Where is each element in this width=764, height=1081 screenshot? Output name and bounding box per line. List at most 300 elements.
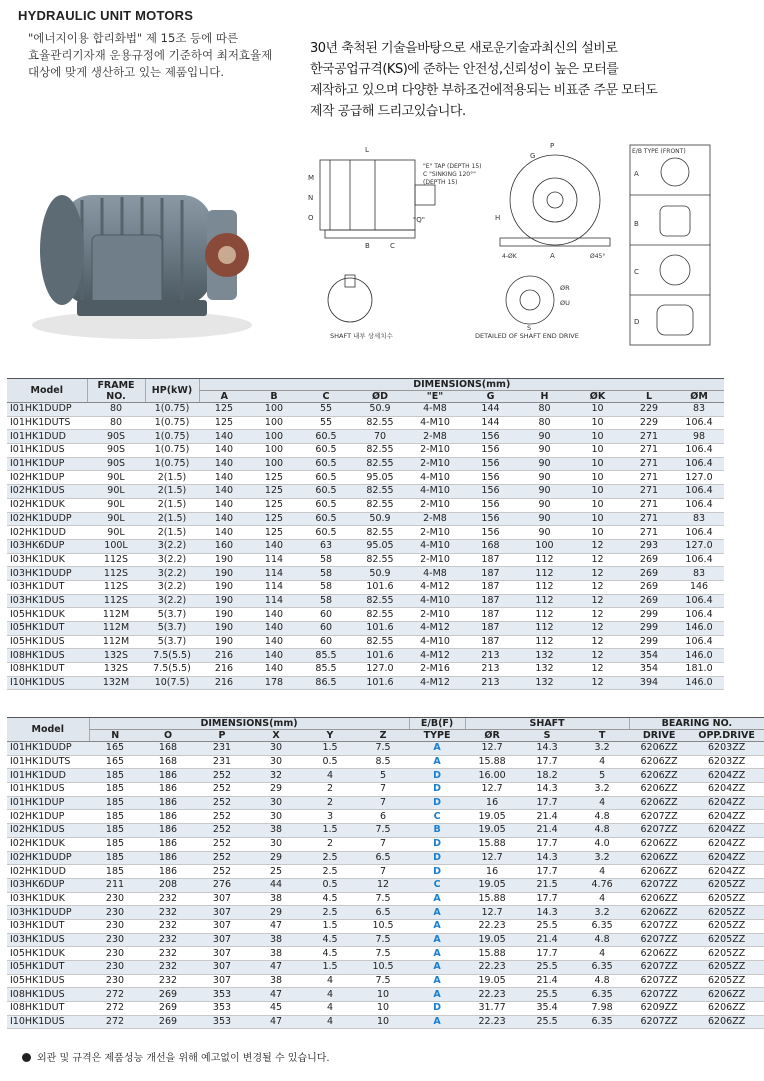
model-cell: I02HK1DUD (7, 526, 87, 540)
col-header: P (195, 730, 249, 742)
table-cell: 168 (141, 742, 195, 756)
table-cell: 17.7 (519, 837, 575, 851)
eb-label-c: C (634, 268, 639, 276)
table-cell: 60 (299, 635, 353, 649)
table-cell: 25.5 (519, 919, 575, 933)
table-cell: 21.5 (519, 878, 575, 892)
col-header: B (249, 391, 299, 403)
table-cell: 6204ZZ (689, 865, 764, 879)
table-cell: 7.5 (357, 824, 409, 838)
table-cell: 114 (249, 553, 299, 567)
table-cell: 83 (674, 512, 724, 526)
table-cell: 10 (571, 444, 624, 458)
table-cell: 12 (571, 649, 624, 663)
table-cell: 112S (87, 594, 145, 608)
table-cell: 272 (89, 988, 141, 1002)
table-cell: 1(0.75) (145, 403, 199, 417)
table-cell: 299 (624, 608, 674, 622)
table-cell: 60.5 (299, 498, 353, 512)
table-cell: 156 (463, 471, 518, 485)
table-row (7, 961, 764, 975)
table-cell: 252 (195, 837, 249, 851)
model-cell: I02HK1DUDP (7, 512, 87, 526)
table-cell: 4-M10 (407, 485, 463, 499)
table-cell: 6206ZZ (689, 1002, 764, 1016)
table-cell: 10 (571, 403, 624, 417)
col-header-hp: HP(kW) (145, 379, 199, 403)
table-cell: 230 (89, 906, 141, 920)
table-cell: 10 (571, 526, 624, 540)
table-cell: 2-M8 (407, 512, 463, 526)
table-cell: 12 (571, 676, 624, 690)
table-cell: 2(1.5) (145, 526, 199, 540)
model-cell: I05HK1DUT (7, 622, 87, 636)
table-cell: 2 (303, 783, 357, 797)
table-cell: 16 (465, 796, 519, 810)
col-header: G (463, 391, 518, 403)
table-cell: A (409, 919, 465, 933)
table-row (7, 769, 764, 783)
table-cell: 252 (195, 783, 249, 797)
table-cell: 299 (624, 635, 674, 649)
table-cell: 229 (624, 403, 674, 417)
table-cell: 6.35 (575, 988, 629, 1002)
table-cell: 5 (575, 769, 629, 783)
table-cell: 3.2 (575, 783, 629, 797)
table-cell: 17.7 (519, 947, 575, 961)
description-line: 한국공업규격(KS)에 준하는 안전성,신뢰성이 높은 모터를 (310, 62, 619, 77)
table-cell: 181.0 (674, 663, 724, 677)
table-cell: 2-M10 (407, 444, 463, 458)
table-row (7, 796, 764, 810)
table-cell: 4 (575, 796, 629, 810)
table-cell: 271 (624, 471, 674, 485)
table-cell: 146.0 (674, 649, 724, 663)
table-cell: 5 (357, 769, 409, 783)
table-cell: 21.4 (519, 810, 575, 824)
table-cell: 307 (195, 919, 249, 933)
model-cell: I02HK1DUD (7, 865, 89, 879)
table-row (7, 635, 724, 649)
model-cell: I02HK1DUK (7, 837, 89, 851)
table-row (7, 742, 764, 756)
table-cell: 132 (518, 676, 571, 690)
table-cell: 47 (249, 961, 303, 975)
table-row (7, 649, 724, 663)
col-header: "E" (407, 391, 463, 403)
table-cell: 106.4 (674, 635, 724, 649)
table-cell: 127.0 (674, 539, 724, 553)
table-cell: 112 (518, 553, 571, 567)
side-view-foot (325, 230, 415, 238)
group-header-eb: E/B(F) (409, 718, 465, 730)
table-cell: 144 (463, 403, 518, 417)
table-cell: 6.35 (575, 961, 629, 975)
table-cell: 1.5 (303, 919, 357, 933)
table-cell: 269 (141, 1015, 195, 1029)
col-header: C (299, 391, 353, 403)
table-cell: 185 (89, 796, 141, 810)
table-cell: 213 (463, 649, 518, 663)
table-cell: 252 (195, 796, 249, 810)
table-cell: 10 (571, 457, 624, 471)
table-cell: 112 (518, 635, 571, 649)
table-cell: 186 (141, 769, 195, 783)
model-cell: I03HK1DUDP (7, 906, 89, 920)
table-cell: 165 (89, 742, 141, 756)
table-cell: 140 (249, 608, 299, 622)
table-cell: 7.5 (357, 947, 409, 961)
table-cell: 187 (463, 580, 518, 594)
table-cell: 216 (199, 649, 249, 663)
table-row (7, 919, 764, 933)
table-cell: 3(2.2) (145, 594, 199, 608)
table-cell: 6205ZZ (689, 933, 764, 947)
eb-label-a: A (634, 170, 639, 178)
table-cell: A (409, 947, 465, 961)
table-cell: 6204ZZ (689, 810, 764, 824)
table-cell: 2-M10 (407, 498, 463, 512)
table-cell: 125 (249, 471, 299, 485)
col-header-model: Model (7, 718, 89, 742)
table-cell: 112S (87, 580, 145, 594)
table-cell: 31.77 (465, 1002, 519, 1016)
table-cell: 271 (624, 485, 674, 499)
table-cell: 140 (199, 498, 249, 512)
table-cell: 132S (87, 663, 145, 677)
table-cell: 4.8 (575, 933, 629, 947)
table-cell: 6205ZZ (689, 947, 764, 961)
table-cell: 252 (195, 810, 249, 824)
table-cell: 269 (141, 1002, 195, 1016)
table-cell: 232 (141, 974, 195, 988)
table-cell: 101.6 (353, 622, 407, 636)
table-cell: 307 (195, 961, 249, 975)
table-cell: 90 (518, 471, 571, 485)
table-cell: 21.4 (519, 974, 575, 988)
table-cell: 132 (518, 649, 571, 663)
table-cell: 82.55 (353, 498, 407, 512)
table-cell: 232 (141, 919, 195, 933)
table-cell: 6207ZZ (629, 878, 689, 892)
table-cell: 14.3 (519, 851, 575, 865)
col-header: O (141, 730, 195, 742)
table-cell: 307 (195, 933, 249, 947)
table-cell: 12.7 (465, 906, 519, 920)
table-cell: 38 (249, 974, 303, 988)
table-cell: 276 (195, 878, 249, 892)
table-cell: 2(1.5) (145, 471, 199, 485)
table-cell: 307 (195, 974, 249, 988)
table-cell: 146 (674, 580, 724, 594)
table-cell: 354 (624, 663, 674, 677)
table-cell: 82.55 (353, 485, 407, 499)
table-cell: 4 (575, 947, 629, 961)
col-header: Z (357, 730, 409, 742)
table-cell: 140 (199, 526, 249, 540)
table-cell: 114 (249, 567, 299, 581)
table-cell: 6204ZZ (689, 837, 764, 851)
table-cell: 3.2 (575, 906, 629, 920)
table-cell: 3.2 (575, 742, 629, 756)
label-tap: "E" TAP (DEPTH 15) (423, 163, 482, 170)
table-cell: 38 (249, 824, 303, 838)
intro-line: 대상에 맞게 생산하고 있는 제품입니다. (28, 65, 225, 79)
table-cell: 165 (89, 755, 141, 769)
col-header: OPP.DRIVE (689, 730, 764, 742)
table-cell: 3(2.2) (145, 553, 199, 567)
table-cell: 187 (463, 608, 518, 622)
table-cell: D (409, 865, 465, 879)
table-cell: 7.5 (357, 742, 409, 756)
table-cell: 12 (571, 594, 624, 608)
table-cell: 6206ZZ (689, 988, 764, 1002)
table-cell: 7.98 (575, 1002, 629, 1016)
model-cell: I01HK1DUS (7, 444, 87, 458)
col-header: L (624, 391, 674, 403)
table-cell: 6205ZZ (689, 961, 764, 975)
table-cell: 232 (141, 961, 195, 975)
table-cell: 160 (199, 539, 249, 553)
group-header-shaft: SHAFT (465, 718, 629, 730)
table-cell: 22.23 (465, 988, 519, 1002)
table-cell: 106.4 (674, 416, 724, 430)
table-row (7, 878, 764, 892)
table-cell: 4.8 (575, 974, 629, 988)
col-header: N (89, 730, 141, 742)
table-cell: 80 (518, 416, 571, 430)
col-header-model: Model (7, 379, 87, 403)
model-cell: I08HK1DUT (7, 663, 87, 677)
table-cell: 5(3.7) (145, 608, 199, 622)
table-cell: 4.5 (303, 947, 357, 961)
table-cell: 190 (199, 567, 249, 581)
table-cell: 272 (89, 1002, 141, 1016)
table-cell: 38 (249, 892, 303, 906)
table-cell: 100 (249, 403, 299, 417)
table-cell: 6205ZZ (689, 919, 764, 933)
table-cell: 83 (674, 567, 724, 581)
table-row (7, 553, 724, 567)
table-cell: 190 (199, 580, 249, 594)
table-cell: 8.5 (357, 755, 409, 769)
shaft-bearing-table (7, 717, 764, 1029)
shaft-end-inner (520, 290, 540, 310)
table-cell: 80 (87, 416, 145, 430)
table-row (7, 416, 724, 430)
table-cell: 29 (249, 783, 303, 797)
table-cell: 4-M8 (407, 567, 463, 581)
table-cell: C (409, 878, 465, 892)
bullet-icon (22, 1053, 31, 1062)
table-cell: 307 (195, 947, 249, 961)
table-cell: 6205ZZ (689, 878, 764, 892)
table-cell: 30 (249, 742, 303, 756)
table-cell: 6209ZZ (629, 1002, 689, 1016)
table-cell: 85.5 (299, 649, 353, 663)
table-cell: 3(2.2) (145, 539, 199, 553)
table-cell: 106.4 (674, 444, 724, 458)
table-cell: 100 (249, 444, 299, 458)
group-header-dimensions: DIMENSIONS(mm) (199, 379, 724, 391)
table-cell: A (409, 755, 465, 769)
table-cell: 187 (463, 567, 518, 581)
dim-label: S (527, 324, 532, 332)
table-cell: 6.35 (575, 1015, 629, 1029)
table-cell: 4-M10 (407, 471, 463, 485)
table-cell: 25.5 (519, 1015, 575, 1029)
table-cell: 15.88 (465, 837, 519, 851)
table-cell: 4.8 (575, 810, 629, 824)
table-cell: 80 (518, 403, 571, 417)
model-cell: I01HK1DUP (7, 796, 89, 810)
table-cell: 252 (195, 769, 249, 783)
table-cell: 6207ZZ (629, 810, 689, 824)
table-cell: 29 (249, 906, 303, 920)
table-cell: 4-M12 (407, 649, 463, 663)
table-cell: 168 (141, 755, 195, 769)
table-cell: 186 (141, 824, 195, 838)
table-cell: 17.7 (519, 796, 575, 810)
table-cell: 230 (89, 919, 141, 933)
table-cell: 269 (624, 553, 674, 567)
model-cell: I03HK1DUS (7, 933, 89, 947)
table-cell: 2-M10 (407, 608, 463, 622)
table-cell: 10 (357, 1015, 409, 1029)
dim-label: P (550, 142, 555, 150)
table-cell: 30 (249, 796, 303, 810)
table-cell: 132M (87, 676, 145, 690)
table-cell: 190 (199, 622, 249, 636)
table-cell: 4 (303, 1002, 357, 1016)
table-cell: 19.05 (465, 974, 519, 988)
table-cell: 106.4 (674, 608, 724, 622)
dim-label: O (308, 214, 314, 222)
table-cell: 60.5 (299, 512, 353, 526)
table-cell: 127.0 (353, 663, 407, 677)
table-cell: 58 (299, 567, 353, 581)
table-cell: 44 (249, 878, 303, 892)
side-view-shaft (415, 185, 435, 205)
table-cell: 186 (141, 851, 195, 865)
table-cell: 95.05 (353, 539, 407, 553)
table-cell: 168 (463, 539, 518, 553)
table-cell: 6207ZZ (629, 1015, 689, 1029)
table-cell: 100 (249, 416, 299, 430)
table-cell: 140 (199, 444, 249, 458)
table-cell: 307 (195, 892, 249, 906)
table-cell: 185 (89, 865, 141, 879)
dim-label: C (390, 242, 395, 250)
table-cell: 185 (89, 851, 141, 865)
dim-label: ØR (560, 284, 570, 292)
eb-type-b-shape (660, 206, 690, 236)
table-cell: 230 (89, 961, 141, 975)
table-cell: 4.5 (303, 933, 357, 947)
table-cell: 85.5 (299, 663, 353, 677)
eb-type-a-shape (661, 158, 689, 186)
table-cell: 10 (571, 416, 624, 430)
table-cell: A (409, 988, 465, 1002)
table-cell: 6207ZZ (629, 961, 689, 975)
model-cell: I03HK1DUDP (7, 567, 87, 581)
table-cell: 12.7 (465, 783, 519, 797)
col-header: ØD (353, 391, 407, 403)
table-cell: 232 (141, 892, 195, 906)
table-cell: 353 (195, 1015, 249, 1029)
table-cell: 6207ZZ (629, 988, 689, 1002)
table-cell: 125 (199, 416, 249, 430)
table-cell: 4.76 (575, 878, 629, 892)
model-cell: I10HK1DUS (7, 676, 87, 690)
table-cell: 6207ZZ (629, 824, 689, 838)
table-cell: 6203ZZ (689, 755, 764, 769)
table-cell: 106.4 (674, 553, 724, 567)
table-cell: 10 (571, 471, 624, 485)
table-cell: 12 (571, 567, 624, 581)
table-cell: 47 (249, 1015, 303, 1029)
table-cell: 271 (624, 512, 674, 526)
table-row (7, 1002, 764, 1016)
table-cell: 6206ZZ (629, 865, 689, 879)
table-cell: 230 (89, 947, 141, 961)
table-cell: 186 (141, 865, 195, 879)
table-cell: A (409, 742, 465, 756)
table-cell: 14.3 (519, 906, 575, 920)
table-cell: 82.55 (353, 457, 407, 471)
table-cell: 6203ZZ (689, 742, 764, 756)
table-cell: 6206ZZ (629, 947, 689, 961)
table-cell: 6206ZZ (629, 851, 689, 865)
dim-label: M (308, 174, 315, 182)
table-cell: 140 (249, 622, 299, 636)
table-row (7, 933, 764, 947)
model-cell: I03HK1DUK (7, 553, 87, 567)
table-cell: 6206ZZ (629, 837, 689, 851)
table-cell: 3.2 (575, 851, 629, 865)
front-view-flange (533, 178, 577, 222)
table-cell: 1.5 (303, 824, 357, 838)
dim-label: B (365, 242, 370, 250)
footer-note-text: 외관 및 규격은 제품성능 개선을 위해 예고없이 변경될 수 있습니다. (37, 1053, 330, 1064)
table-cell: 307 (195, 906, 249, 920)
table-cell: 22.23 (465, 919, 519, 933)
table-cell: 6204ZZ (689, 783, 764, 797)
table-row (7, 594, 724, 608)
table-cell: 4-M10 (407, 635, 463, 649)
table-cell: 19.05 (465, 824, 519, 838)
table-cell: 4.5 (303, 892, 357, 906)
table-cell: 271 (624, 430, 674, 444)
front-view-circle (510, 155, 600, 245)
table-cell: 90L (87, 485, 145, 499)
table-cell: 101.6 (353, 676, 407, 690)
table-cell: 6206ZZ (629, 769, 689, 783)
col-header: Y (303, 730, 357, 742)
table-cell: 156 (463, 526, 518, 540)
model-cell: I01HK1DUP (7, 457, 87, 471)
table-cell: 3(2.2) (145, 580, 199, 594)
model-cell: I08HK1DUS (7, 649, 87, 663)
table-cell: 6206ZZ (629, 755, 689, 769)
table-cell: 2 (303, 796, 357, 810)
table-cell: 190 (199, 635, 249, 649)
table-cell: 29 (249, 851, 303, 865)
table-cell: 299 (624, 622, 674, 636)
dim-label: "Q" (413, 216, 425, 224)
table-cell: 127.0 (674, 471, 724, 485)
table-cell: 112 (518, 580, 571, 594)
